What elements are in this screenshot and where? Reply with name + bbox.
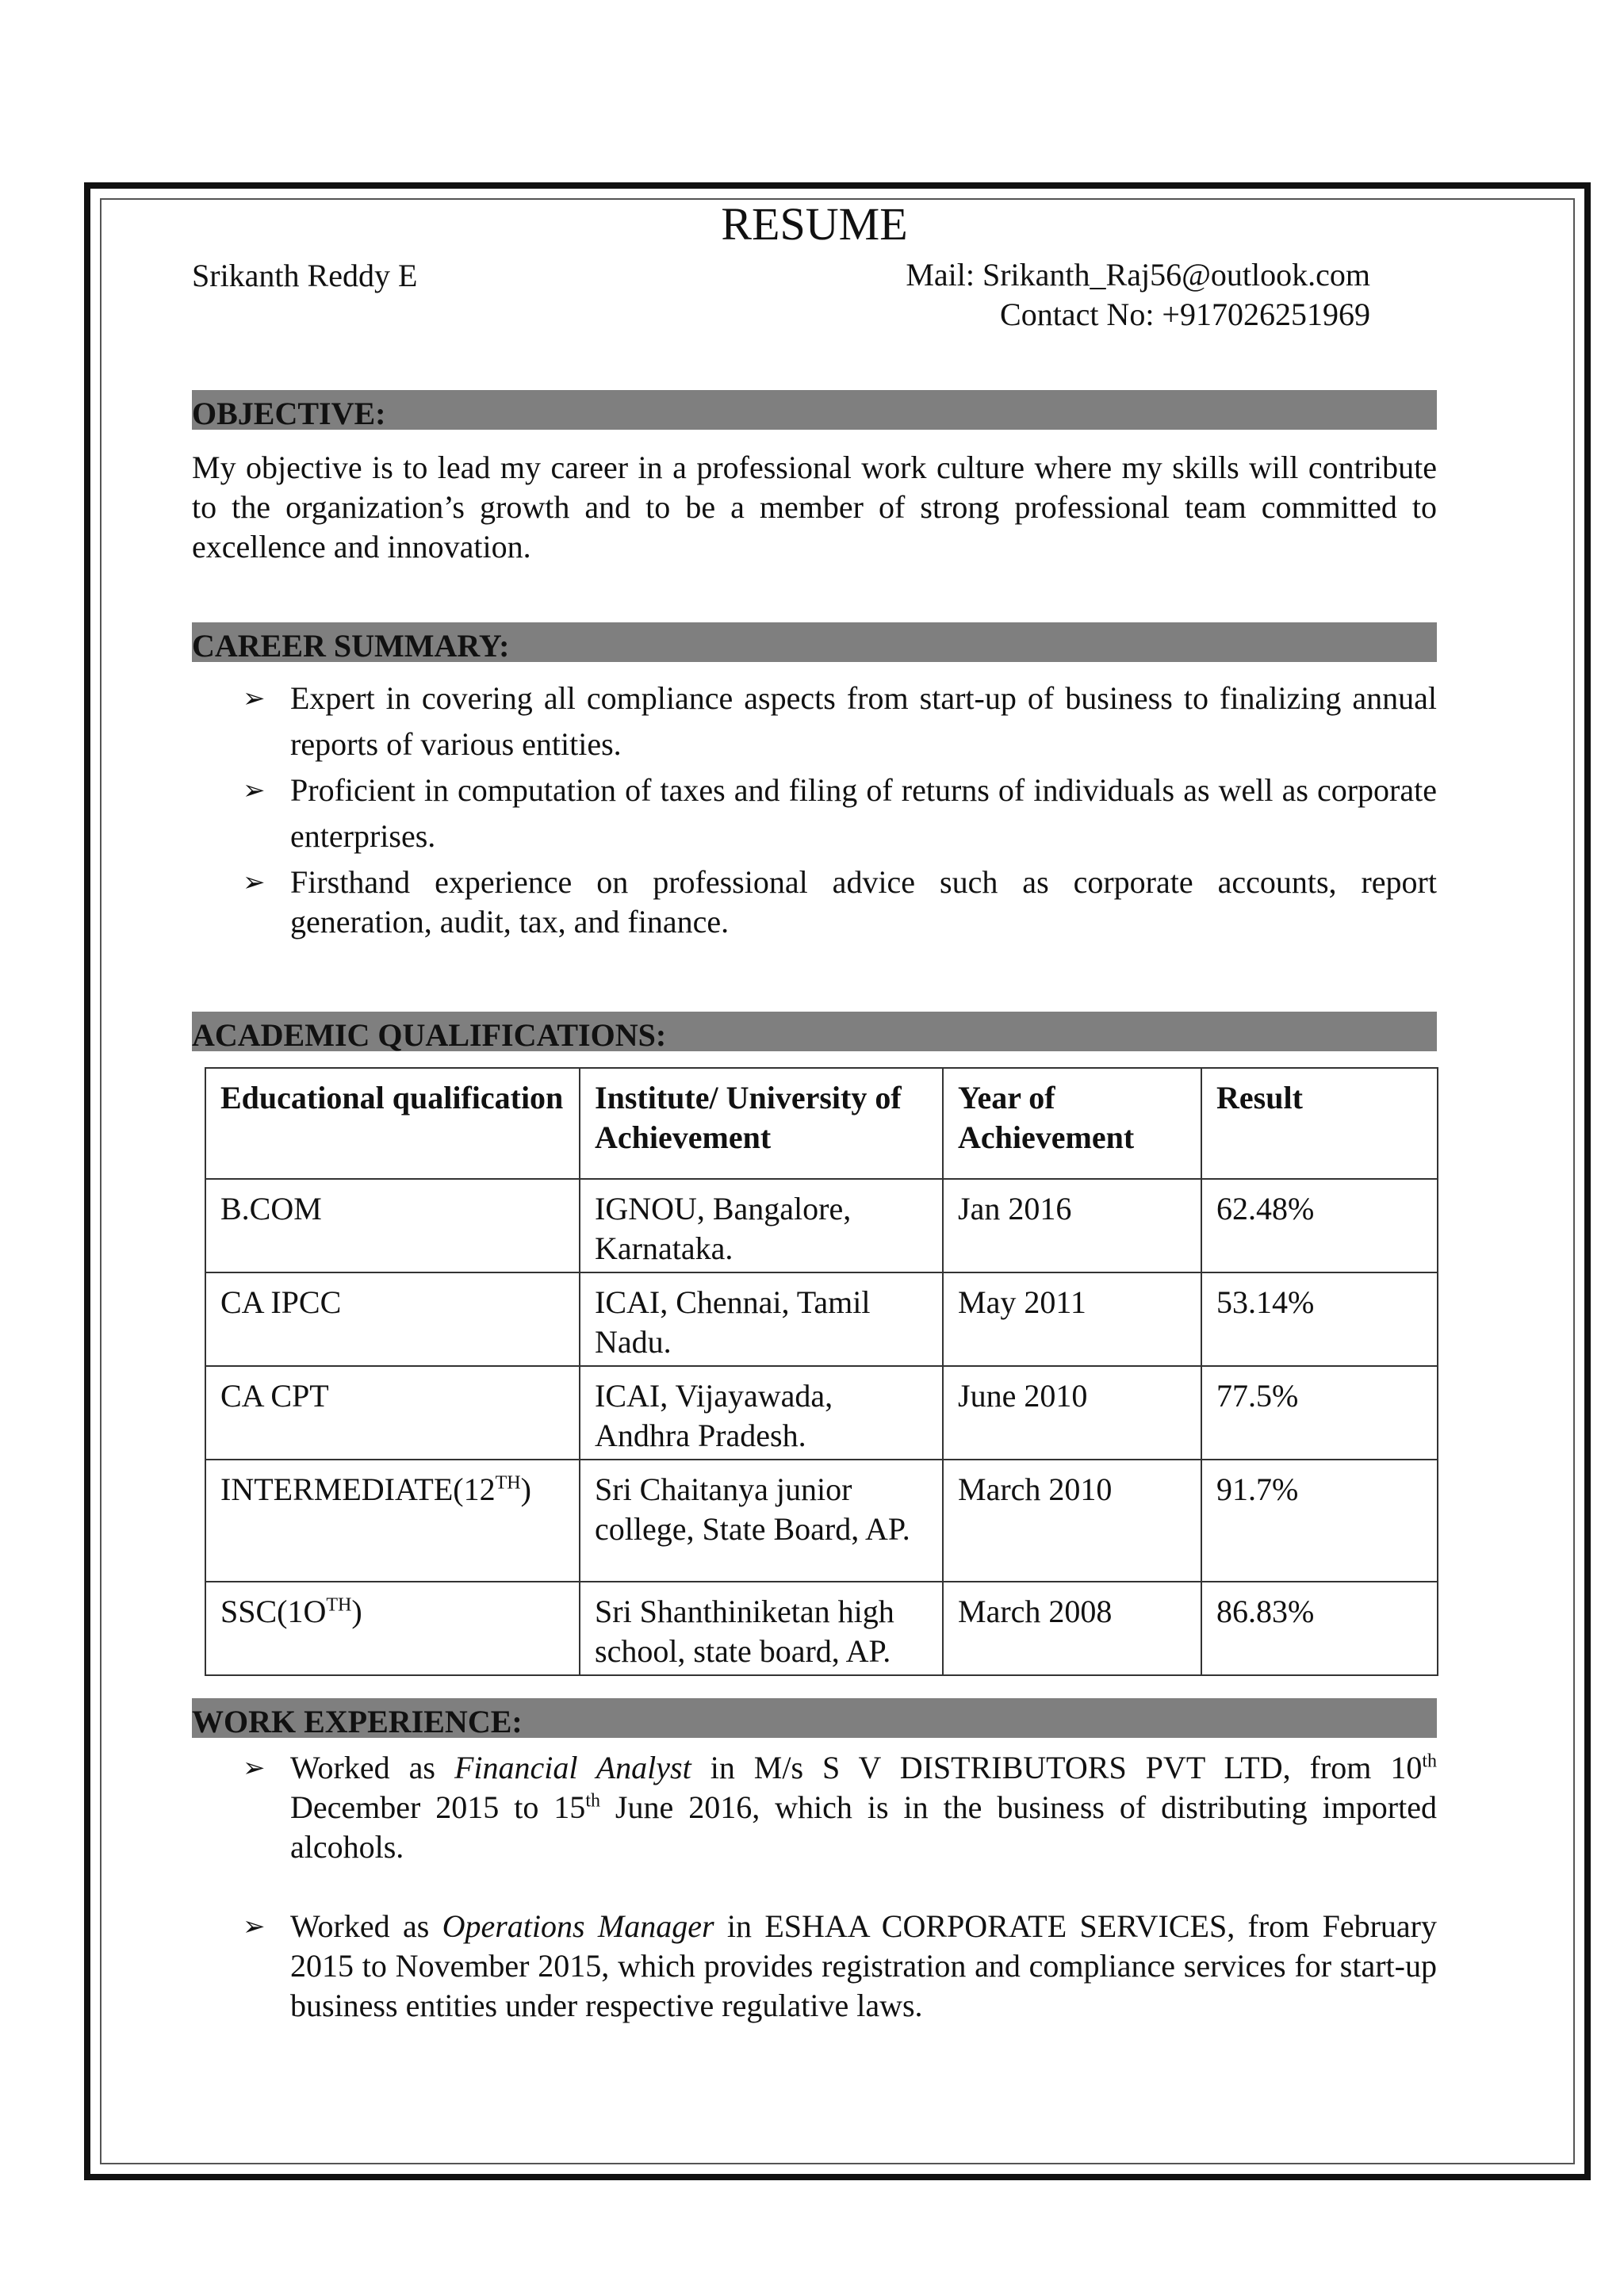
year-cell: June 2010 [943,1366,1201,1460]
arrow-bullet-icon: ➢ [243,1911,266,1942]
objective-heading: OBJECTIVE: [192,390,1437,430]
table-row [205,1366,1438,1460]
result-cell: 86.83% [1201,1582,1438,1675]
list-item: ➢ Worked as Financial Analyst in M/s S V DISTRIBUTORS PVT LTD, from 10th December 2015 to 15th June 2016, which is in the business of distributing imported alcohols. [243,1750,1437,1865]
table-row [205,1179,1438,1272]
candidate-name: Srikanth Reddy E [192,258,418,293]
table-row [205,1582,1438,1675]
objective-text: My objective is to lead my career in a professional work culture where my skills will contribute to the organization’s growth and to be a member of strong professional team committed to excellence and innovation. [192,450,1437,564]
result-cell: 62.48% [1201,1179,1438,1272]
career-summary-list [243,675,1437,942]
year-cell: March 2008 [943,1582,1201,1675]
column-header: Educational qualification [205,1068,580,1179]
list-item [243,863,1437,942]
qualification-cell: B.COM [205,1179,580,1272]
column-header: Result [1201,1068,1438,1179]
institute-cell: Sri Shanthiniketan high school, state board, AP. [580,1582,943,1675]
list-item [243,675,1437,767]
result-cell: 77.5% [1201,1366,1438,1460]
column-header: Year of Achievement [943,1068,1201,1179]
year-cell: May 2011 [943,1272,1201,1366]
table-header-row [205,1068,1438,1179]
institute-cell: ICAI, Chennai, Tamil Nadu. [580,1272,943,1366]
arrow-bullet-icon: ➢ [243,1752,266,1784]
result-cell: 91.7% [1201,1460,1438,1582]
arrow-bullet-icon: ➢ [243,775,266,806]
column-header: Institute/ University of Achievement [580,1068,943,1179]
qualification-cell: $SSC(1O^{TH})$ [205,1582,580,1675]
arrow-bullet-icon: ➢ [243,867,266,898]
career-summary-text: Expert in covering all compliance aspects from start-up of business to finalizing annual reports of various entities. [290,680,1437,762]
academic-heading: ACADEMIC QUALIFICATIONS: [192,1012,1437,1051]
table-row [205,1460,1438,1582]
table-row [205,1272,1438,1366]
qualification-cell: INTERMEDIATE(12TH) [205,1460,580,1582]
qualifications-table [205,1067,1438,1676]
job-role: Financial Analyst [454,1750,691,1785]
qualification-cell: CA IPCC [205,1272,580,1366]
career-summary-text: Firsthand experience on professional advice such as corporate accounts, report generation, audit, tax, and finance. [290,864,1437,939]
year-cell: Jan 2016 [943,1179,1201,1272]
job-role: Operations Manager [442,1908,714,1944]
list-item: ➢ Worked as Operations Manager in ESHAA CORPORATE SERVICES, from February 2015 to November 2015, which provides registration and compliance services for start-up business entities under respective regulative laws. [243,1908,1437,2023]
work-experience-list [243,1748,1437,2026]
arrow-bullet-icon: ➢ [243,683,266,714]
institute-cell: IGNOU, Bangalore, Karnataka. [580,1179,943,1272]
resume-title: RESUME [721,198,908,250]
qualification-cell: CA CPT [205,1366,580,1460]
institute-cell: ICAI, Vijayawada, Andhra Pradesh. [580,1366,943,1460]
result-cell: 53.14% [1201,1272,1438,1366]
list-item [243,767,1437,859]
year-cell: March 2010 [943,1460,1201,1582]
contact-block [906,255,1370,335]
contact-number: Contact No: +917026251969 [1000,297,1370,332]
mail-address: Mail: Srikanth_Raj56@outlook.com [906,257,1370,293]
career-summary-text: Proficient in computation of taxes and filing of returns of individuals as well as corporate enterprises. [290,772,1437,854]
career-summary-heading: CAREER SUMMARY: [192,622,1437,662]
institute-cell: Sri Chaitanya junior college, State Board, AP. [580,1460,943,1582]
work-experience-heading: WORK EXPERIENCE: [192,1698,1437,1738]
